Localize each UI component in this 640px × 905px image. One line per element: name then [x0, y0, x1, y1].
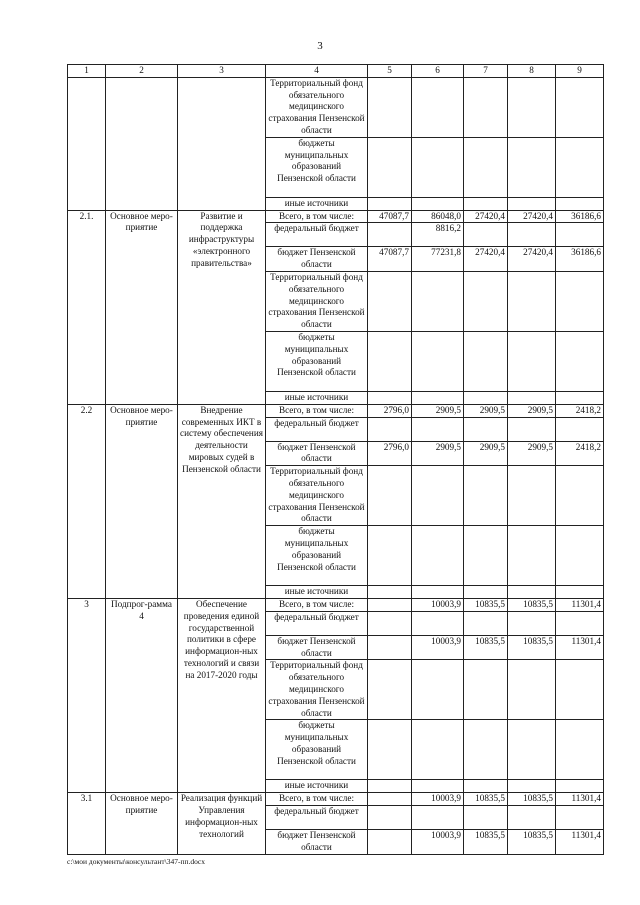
funding-source: иные источники: [266, 780, 368, 793]
value-cell: [556, 805, 604, 829]
value-cell: [412, 417, 464, 441]
value-cell: [556, 391, 604, 404]
value-cell: [556, 137, 604, 197]
header-cell: 8: [508, 65, 556, 78]
item-type: Основное меро-приятие: [106, 793, 178, 854]
value-cell: [556, 271, 604, 331]
value-cell: [508, 197, 556, 210]
value-cell: [368, 611, 412, 635]
value-cell: [368, 635, 412, 660]
funding-source: Всего, в том числе:: [266, 598, 368, 611]
value-cell: [368, 793, 412, 806]
value-cell: 27420,4: [508, 247, 556, 272]
value-cell: 10003,9: [412, 598, 464, 611]
funding-source: Территориальный фонд обязательного медицинского страхования Пензенской области: [266, 466, 368, 526]
value-cell: [412, 586, 464, 599]
value-cell: [412, 197, 464, 210]
value-cell: [412, 271, 464, 331]
value-cell: [368, 77, 412, 137]
item-type: Основное меро-приятие: [106, 210, 178, 404]
funding-source: федеральный бюджет: [266, 223, 368, 247]
value-cell: [556, 223, 604, 247]
value-cell: 2796,0: [368, 441, 412, 466]
value-cell: [508, 391, 556, 404]
value-cell: [464, 391, 508, 404]
value-cell: [464, 77, 508, 137]
value-cell: [464, 417, 508, 441]
value-cell: [508, 586, 556, 599]
funding-source: Территориальный фонд обязательного медицинского страхования Пензенской области: [266, 77, 368, 137]
value-cell: [556, 660, 604, 720]
value-cell: 10003,9: [412, 793, 464, 806]
item-type: [106, 77, 178, 210]
item-name: Внедрение современных ИКТ в систему обеспечения деятельности мировых судей в Пензенской области: [178, 404, 266, 598]
value-cell: 10835,5: [508, 793, 556, 806]
value-cell: 86048,0: [412, 210, 464, 223]
table-row: [68, 404, 604, 417]
value-cell: [368, 417, 412, 441]
value-cell: [556, 526, 604, 586]
value-cell: [508, 417, 556, 441]
header-cell: 5: [368, 65, 412, 78]
value-cell: [508, 611, 556, 635]
value-cell: [412, 780, 464, 793]
funding-source: бюджет Пензенской области: [266, 635, 368, 660]
funding-source: иные источники: [266, 197, 368, 210]
item-name: Реализация функций Управления информацион-ных технологий: [178, 793, 266, 854]
value-cell: 36186,6: [556, 247, 604, 272]
value-cell: 10835,5: [464, 793, 508, 806]
value-cell: 2418,2: [556, 441, 604, 466]
item-type: Подпрог-рамма 4: [106, 598, 178, 792]
value-cell: [556, 586, 604, 599]
value-cell: [412, 526, 464, 586]
value-cell: 11301,4: [556, 635, 604, 660]
value-cell: [464, 720, 508, 780]
value-cell: [508, 223, 556, 247]
value-cell: 2909,5: [508, 441, 556, 466]
value-cell: [368, 598, 412, 611]
value-cell: 8816,2: [412, 223, 464, 247]
funding-source: бюджеты муниципальных образований Пензенской области: [266, 331, 368, 391]
value-cell: 2796,0: [368, 404, 412, 417]
value-cell: 10835,5: [508, 598, 556, 611]
item-number: 2.1.: [68, 210, 106, 404]
funding-source: бюджет Пензенской области: [266, 829, 368, 854]
value-cell: [412, 137, 464, 197]
value-cell: [412, 77, 464, 137]
value-cell: 47087,7: [368, 247, 412, 272]
value-cell: [368, 391, 412, 404]
value-cell: [412, 391, 464, 404]
funding-source: иные источники: [266, 586, 368, 599]
header-cell: 3: [178, 65, 266, 78]
value-cell: [368, 197, 412, 210]
value-cell: [464, 611, 508, 635]
value-cell: [464, 805, 508, 829]
value-cell: 10835,5: [464, 598, 508, 611]
item-type: Основное меро-приятие: [106, 404, 178, 598]
value-cell: 10835,5: [508, 829, 556, 854]
value-cell: 10835,5: [464, 829, 508, 854]
value-cell: [368, 331, 412, 391]
table-row: [68, 77, 604, 137]
header-cell: 9: [556, 65, 604, 78]
table-row: [68, 598, 604, 611]
value-cell: [508, 526, 556, 586]
table-row: [68, 793, 604, 806]
item-name: Обеспечение проведения единой государственной политики в сфере информацион-ных технологий и связи на 2017-2020 годы: [178, 598, 266, 792]
value-cell: [508, 660, 556, 720]
item-name: Развитие и поддержка инфраструктуры «электронного правительства»: [178, 210, 266, 404]
value-cell: [368, 271, 412, 331]
header-row: [68, 65, 604, 78]
header-cell: 7: [464, 65, 508, 78]
value-cell: 27420,4: [464, 210, 508, 223]
value-cell: 2909,5: [412, 404, 464, 417]
value-cell: [508, 331, 556, 391]
value-cell: [412, 331, 464, 391]
value-cell: [556, 720, 604, 780]
value-cell: [368, 223, 412, 247]
value-cell: 10835,5: [464, 635, 508, 660]
item-number: [68, 77, 106, 210]
value-cell: [508, 466, 556, 526]
value-cell: [464, 137, 508, 197]
value-cell: [368, 660, 412, 720]
value-cell: [556, 331, 604, 391]
value-cell: [464, 466, 508, 526]
value-cell: [464, 223, 508, 247]
value-cell: [412, 611, 464, 635]
value-cell: 2418,2: [556, 404, 604, 417]
value-cell: [368, 829, 412, 854]
value-cell: [508, 720, 556, 780]
funding-source: бюджеты муниципальных образований Пензенской области: [266, 526, 368, 586]
funding-source: иные источники: [266, 391, 368, 404]
value-cell: [508, 271, 556, 331]
item-number: 3: [68, 598, 106, 792]
value-cell: 11301,4: [556, 829, 604, 854]
value-cell: [412, 805, 464, 829]
value-cell: [464, 331, 508, 391]
table-row: [68, 210, 604, 223]
item-number: 3.1: [68, 793, 106, 854]
value-cell: [508, 780, 556, 793]
value-cell: 27420,4: [464, 247, 508, 272]
funding-source: бюджет Пензенской области: [266, 247, 368, 272]
value-cell: 27420,4: [508, 210, 556, 223]
item-name: [178, 77, 266, 210]
header-cell: 6: [412, 65, 464, 78]
value-cell: [508, 805, 556, 829]
value-cell: [464, 660, 508, 720]
value-cell: [508, 77, 556, 137]
value-cell: 2909,5: [464, 404, 508, 417]
value-cell: [556, 197, 604, 210]
value-cell: [556, 417, 604, 441]
value-cell: [368, 720, 412, 780]
file-path-footer: c:\мои документы\консультант\347-пп.docx: [67, 857, 205, 866]
value-cell: 2909,5: [464, 441, 508, 466]
funding-source: Всего, в том числе:: [266, 793, 368, 806]
value-cell: [464, 197, 508, 210]
header-cell: 4: [266, 65, 368, 78]
value-cell: [412, 660, 464, 720]
value-cell: [464, 586, 508, 599]
funding-source: федеральный бюджет: [266, 611, 368, 635]
value-cell: 2909,5: [412, 441, 464, 466]
funding-source: Всего, в том числе:: [266, 404, 368, 417]
value-cell: 10003,9: [412, 829, 464, 854]
header-cell: 1: [68, 65, 106, 78]
value-cell: [464, 526, 508, 586]
funding-source: бюджеты муниципальных образований Пензенской области: [266, 720, 368, 780]
value-cell: 36186,6: [556, 210, 604, 223]
funding-source: бюджеты муниципальных образований Пензенской области: [266, 137, 368, 197]
value-cell: [368, 586, 412, 599]
value-cell: 2909,5: [508, 404, 556, 417]
budget-table: [67, 64, 604, 855]
value-cell: 47087,7: [368, 210, 412, 223]
funding-source: федеральный бюджет: [266, 417, 368, 441]
value-cell: [368, 526, 412, 586]
value-cell: [368, 805, 412, 829]
value-cell: [464, 780, 508, 793]
value-cell: [556, 77, 604, 137]
header-cell: 2: [106, 65, 178, 78]
item-number: 2.2: [68, 404, 106, 598]
value-cell: 11301,4: [556, 793, 604, 806]
funding-source: Территориальный фонд обязательного медицинского страхования Пензенской области: [266, 271, 368, 331]
value-cell: 77231,8: [412, 247, 464, 272]
funding-source: Территориальный фонд обязательного медицинского страхования Пензенской области: [266, 660, 368, 720]
value-cell: 10835,5: [508, 635, 556, 660]
value-cell: [556, 611, 604, 635]
value-cell: [464, 271, 508, 331]
value-cell: [412, 466, 464, 526]
value-cell: [368, 780, 412, 793]
value-cell: [368, 137, 412, 197]
value-cell: [412, 720, 464, 780]
funding-source: бюджет Пензенской области: [266, 441, 368, 466]
funding-source: федеральный бюджет: [266, 805, 368, 829]
value-cell: 10003,9: [412, 635, 464, 660]
value-cell: [368, 466, 412, 526]
value-cell: [508, 137, 556, 197]
value-cell: 11301,4: [556, 598, 604, 611]
value-cell: [556, 466, 604, 526]
value-cell: [556, 780, 604, 793]
funding-source: Всего, в том числе:: [266, 210, 368, 223]
page-number: 3: [317, 40, 323, 52]
